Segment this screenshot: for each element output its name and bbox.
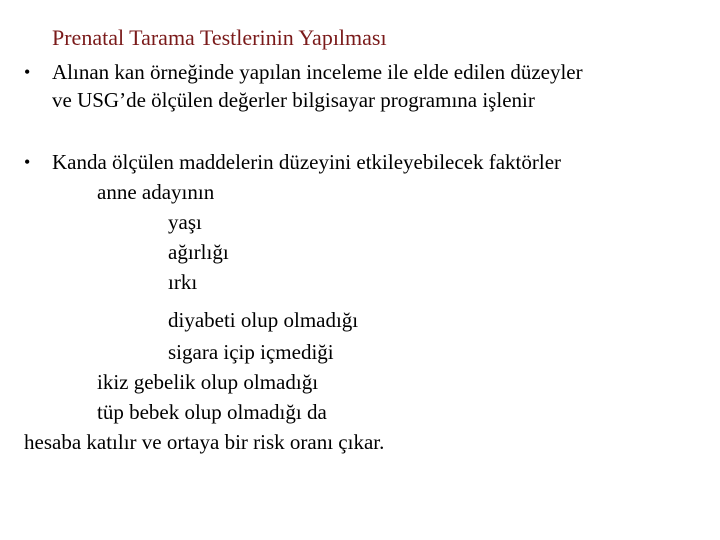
bullet-1-line-2: ve USG’de ölçülen değerler bilgisayar programına işlenir [52,88,535,112]
factor-item-twin-pregnancy: ikiz gebelik olup olmadığı [97,370,319,394]
slide-title: Prenatal Tarama Testlerinin Yapılması [52,25,387,50]
factor-item-smoking: sigara içip içmediği [168,340,334,364]
conclusion-text: hesaba katılır ve ortaya bir risk oranı çıkar. [24,430,385,454]
bullet-2-line-1: Kanda ölçülen maddelerin düzeyini etkileyebilecek faktörler [52,150,562,174]
bullet-marker-2: • [24,152,31,172]
bullet-1-line-1: Alınan kan örneğinde yapılan inceleme ile elde edilen düzeyler [52,60,583,84]
factor-item-race: ırkı [168,270,198,294]
bullet-marker-1: • [24,62,31,82]
factor-group-label: anne adayının [97,180,215,204]
factor-item-ivf: tüp bebek olup olmadığı da [97,400,327,424]
factor-item-age: yaşı [168,210,202,234]
factor-item-weight: ağırlığı [168,240,229,264]
factor-item-diabetes: diyabeti olup olmadığı [168,308,359,332]
